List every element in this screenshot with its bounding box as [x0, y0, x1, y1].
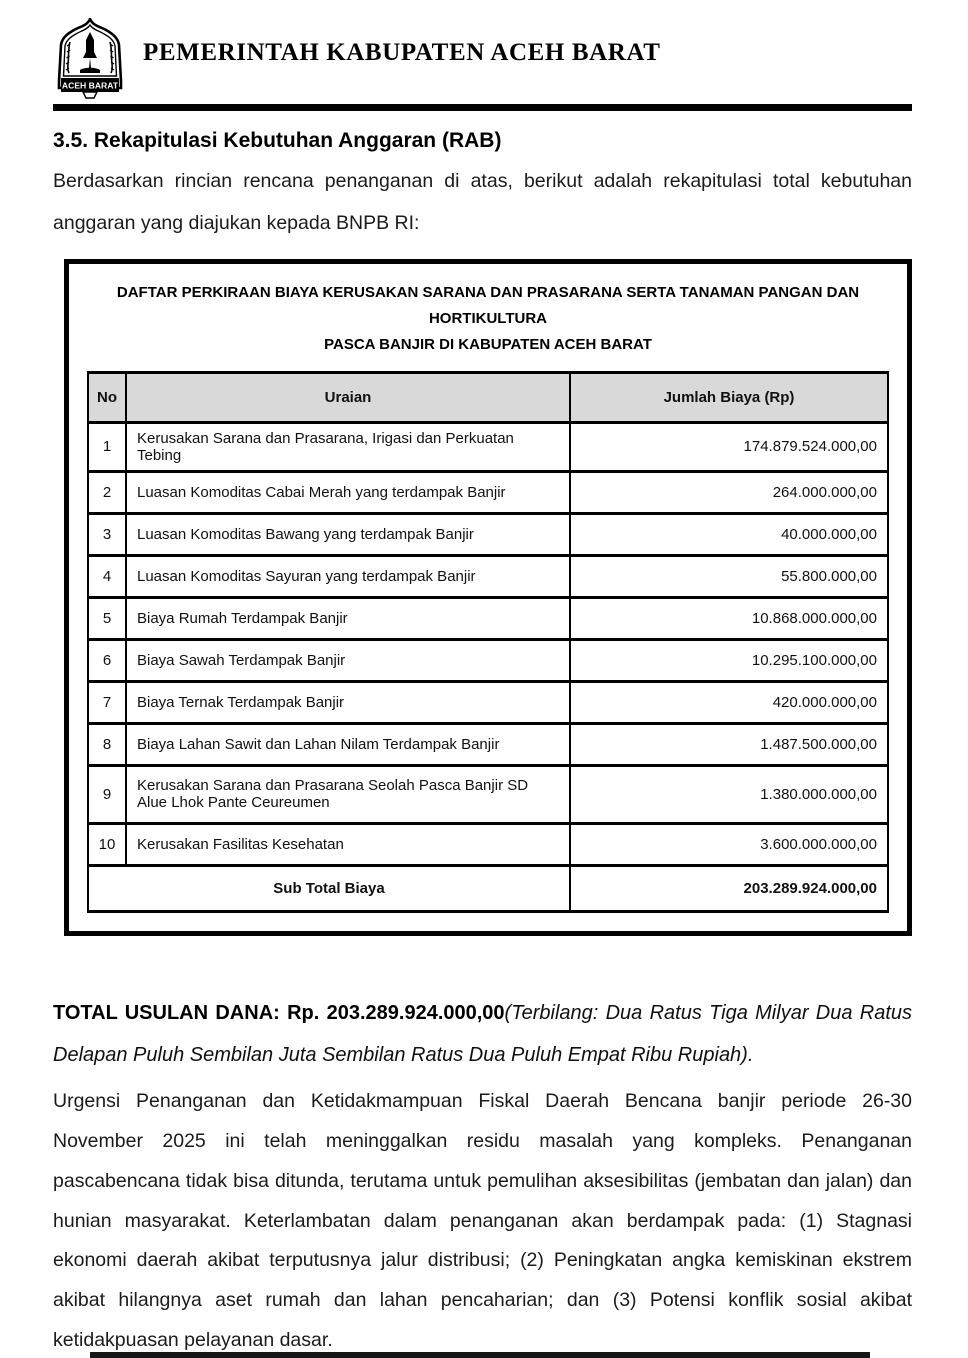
total-usulan-paragraph [53, 992, 912, 1076]
intro-paragraph: Berdasarkan rincian rencana penanganan di atas, berikut adalah rekapitulasi total kebutuhan anggaran yang diajukan kepada BNPB RI: [53, 170, 912, 234]
table-row [88, 681, 888, 723]
row-uraian: Luasan Komoditas Cabai Merah yang terdampak Banjir [126, 471, 570, 513]
subtotal-value: 203.289.924.000,00 [570, 865, 888, 911]
table-row [88, 723, 888, 765]
row-uraian: Biaya Ternak Terdampak Banjir [126, 681, 570, 723]
budget-table-box [64, 259, 912, 936]
row-uraian: Biaya Rumah Terdampak Banjir [126, 597, 570, 639]
urgency-paragraph: Urgensi Penanganan dan Ketidakmampuan Fiskal Daerah Bencana banjir periode 26-30 November 2025 ini telah meninggalkan residu masalah yang kompleks. Penanganan pascabencana tidak bisa ditunda, terutama untuk pemulihan aksesibilitas (jembatan dan jalan) dan hunian masyarakat. Keterlambatan dalam penanganan akan berdampak pada: (1) Stagnasi ekonomi daerah akibat terputusnya jalur distribusi; (2) Peningkatan angka kemiskinan ekstrem akibat hilangnya aset rumah dan lahan pencaharian; dan (3) Potensi konflik sosial akibat ketidakpuasan pelayanan dasar. [53, 1089, 912, 1352]
table-row [88, 422, 888, 471]
row-uraian: Luasan Komoditas Bawang yang terdampak Banjir [126, 513, 570, 555]
crest-icon [53, 18, 127, 102]
row-jumlah: 55.800.000,00 [570, 555, 888, 597]
aceh-barat-crest-logo [53, 18, 127, 102]
subtotal-label: Sub Total Biaya [88, 865, 570, 911]
table-title [95, 280, 881, 359]
row-jumlah: 3.600.000.000,00 [570, 823, 888, 865]
row-uraian: Kerusakan Sarana dan Prasarana Seolah Pasca Banjir SD Alue Lhok Pante Ceureumen [126, 765, 570, 823]
row-jumlah: 264.000.000,00 [570, 471, 888, 513]
row-jumlah: 10.868.000.000,00 [570, 597, 888, 639]
subtotal-row [88, 865, 888, 911]
col-header-jumlah: Jumlah Biaya (Rp) [570, 372, 888, 422]
row-jumlah: 420.000.000,00 [570, 681, 888, 723]
table-row [88, 597, 888, 639]
row-no: 6 [88, 639, 126, 681]
table-row [88, 471, 888, 513]
row-uraian: Biaya Sawah Terdampak Banjir [126, 639, 570, 681]
row-no: 1 [88, 422, 126, 471]
row-jumlah: 174.879.524.000,00 [570, 422, 888, 471]
row-uraian: Kerusakan Fasilitas Kesehatan [126, 823, 570, 865]
table-title-line1: DAFTAR PERKIRAAN BIAYA KERUSAKAN SARANA DAN PRASARANA SERTA TANAMAN PANGAN DAN HORTIKULTURA [116, 283, 860, 328]
section-heading: 3.5. Rekapitulasi Kebutuhan Anggaran (RAB) [53, 129, 502, 152]
row-no: 10 [88, 823, 126, 865]
table-header-row [88, 372, 888, 422]
total-usulan-amount: TOTAL USULAN DANA: Rp. 203.289.924.000,00 [53, 1001, 505, 1024]
table-row [88, 765, 888, 823]
row-no: 4 [88, 555, 126, 597]
row-uraian: Luasan Komoditas Sayuran yang terdampak Banjir [126, 555, 570, 597]
table-title-line2: PASCA BANJIR DI KABUPATEN ACEH BARAT [324, 336, 652, 354]
table-row [88, 639, 888, 681]
row-no: 5 [88, 597, 126, 639]
row-no: 9 [88, 765, 126, 823]
org-title: PEMERINTAH KABUPATEN ACEH BARAT [143, 39, 661, 66]
table-row [88, 823, 888, 865]
table-row [88, 555, 888, 597]
row-no: 3 [88, 513, 126, 555]
crest-banner-text: ACEH BARAT [61, 80, 119, 91]
budget-table [87, 371, 889, 913]
row-uraian: Kerusakan Sarana dan Prasarana, Irigasi dan Perkuatan Tebing [126, 422, 570, 471]
letterhead [0, 0, 968, 102]
row-jumlah: 1.487.500.000,00 [570, 723, 888, 765]
row-no: 2 [88, 471, 126, 513]
header-rule [53, 104, 912, 111]
row-no: 8 [88, 723, 126, 765]
total-usulan-terbilang: (Terbilang: Dua Ratus Tiga Milyar Dua Ratus Delapan Puluh Sembilan Juta Sembilan Ratus Dua Puluh Empat Ribu Rupiah). [53, 1001, 912, 1066]
col-header-uraian: Uraian [126, 372, 570, 422]
bottom-page-rule [90, 1352, 870, 1358]
row-jumlah: 1.380.000.000,00 [570, 765, 888, 823]
row-uraian: Biaya Lahan Sawit dan Lahan Nilam Terdampak Banjir [126, 723, 570, 765]
col-header-no: No [88, 372, 126, 422]
table-row [88, 513, 888, 555]
row-jumlah: 10.295.100.000,00 [570, 639, 888, 681]
row-no: 7 [88, 681, 126, 723]
row-jumlah: 40.000.000,00 [570, 513, 888, 555]
